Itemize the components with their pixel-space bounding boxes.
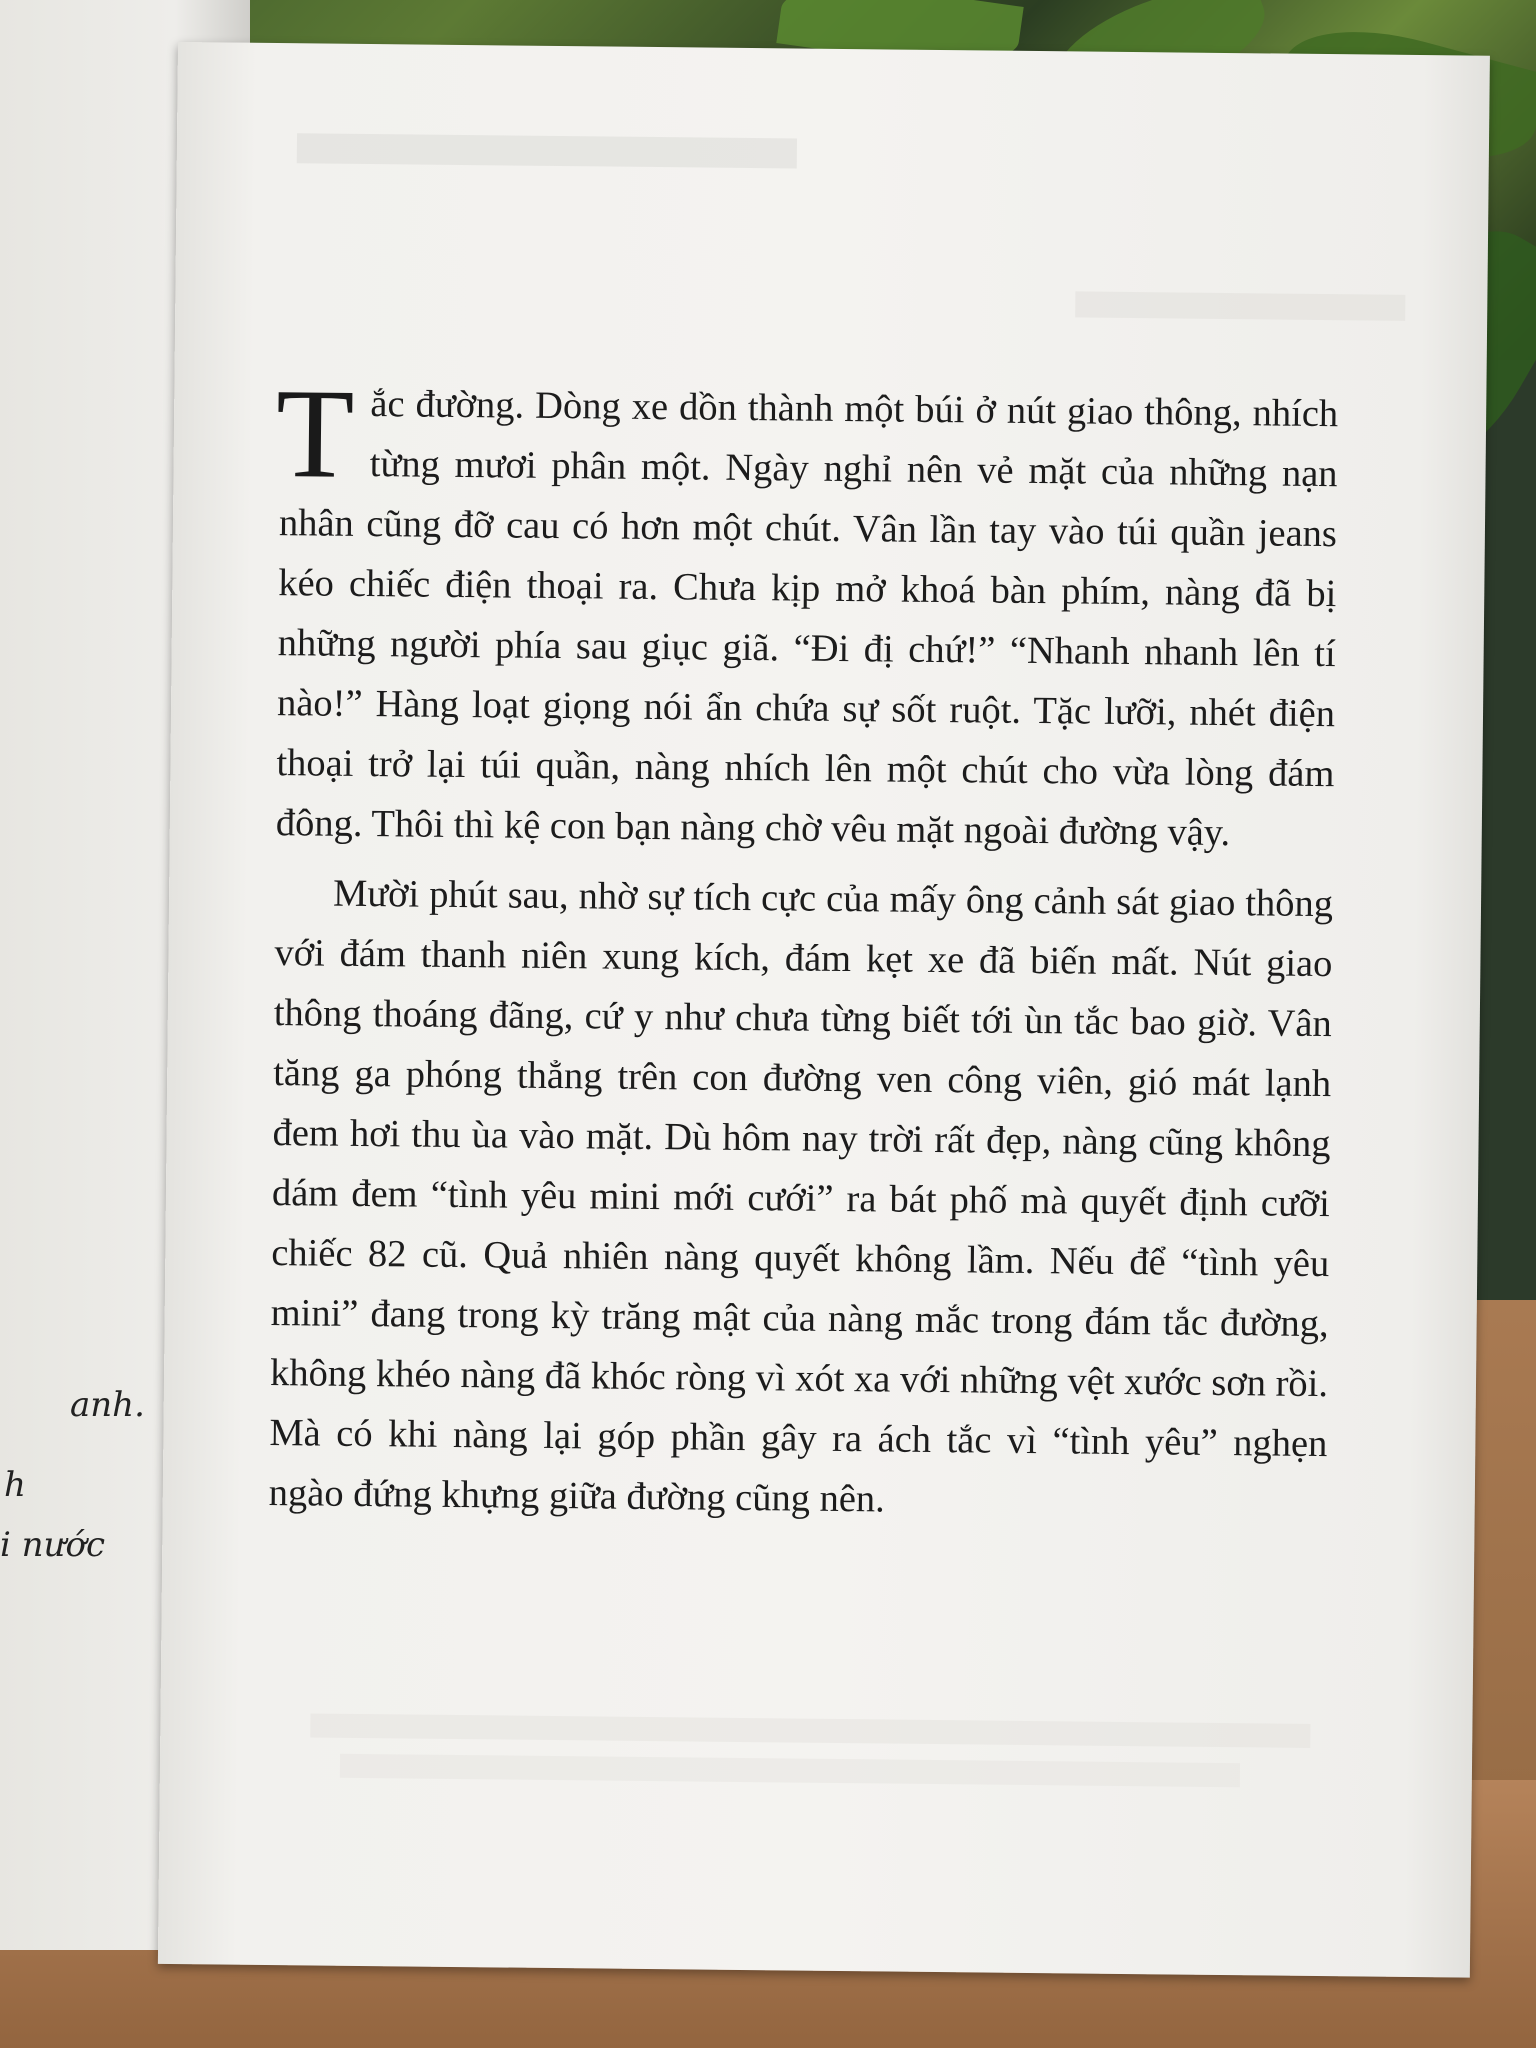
body-text xyxy=(268,362,1339,1534)
show-through-text xyxy=(340,1754,1240,1787)
right-book-page xyxy=(158,42,1490,1978)
show-through-text xyxy=(1075,291,1405,320)
show-through-text xyxy=(310,1713,1310,1747)
paragraph-1-text: ắc đường. Dòng xe dồn thành một búi ở nút giao thông, nhích từng mươi phân một. Ngày nghỉ nên vẻ mặt của những nạn nhân cũng đỡ cau có hơn một chút. Vân lần tay vào túi quần jeans kéo chiếc điện thoại ra. Chưa kịp mở khoá bàn phím, nàng đã bị những người phía sau giục giã. “Đi đị chứ!” “Nhanh nhanh lên tí nào!” Hàng loạt giọng nói ẩn chứa sự sốt ruột. Tặc lưỡi, nhét điện thoại trở lại túi quần, nàng nhích lên một chút cho vừa lòng đám đông. Thôi thì kệ con bạn nàng chờ vêu mặt ngoài đường vậy. xyxy=(275,383,1339,855)
left-page-fragment: anh. xyxy=(70,1385,145,1425)
drop-cap: T xyxy=(275,362,355,505)
left-page-fragment: h xyxy=(4,1465,26,1505)
show-through-text xyxy=(297,133,797,168)
left-page-fragment: i nước xyxy=(0,1525,105,1565)
paragraph-2: Mười phút sau, nhờ sự tích cực của mấy ông cảnh sát giao thông với đám thanh niên xung kích, đám kẹt xe đã biến mất. Nút giao thông thoáng đãng, cứ y như chưa từng biết tới ùn tắc bao giờ. Vân tăng ga phóng thẳng trên con đường ven công viên, gió mát lạnh đem hơi thu ùa vào mặt. Dù hôm nay trời rất đẹp, nàng cũng không dám đem “tình yêu mini mới cưới” ra bát phố mà quyết định cưỡi chiếc 82 cũ. Quả nhiên nàng quyết không lầm. Nếu để “tình yêu mini” đang trong kỳ trăng mật của nàng mắc trong đám tắc đường, không khéo nàng đã khóc ròng vì xót xa với những vệt xước sơn rồi. Mà có khi nàng lại góp phần gây ra ách tắc vì “tình yêu” nghẹn ngào đứng khựng giữa đường cũng nên. xyxy=(268,872,1334,1521)
paragraph-1 xyxy=(275,362,1339,864)
